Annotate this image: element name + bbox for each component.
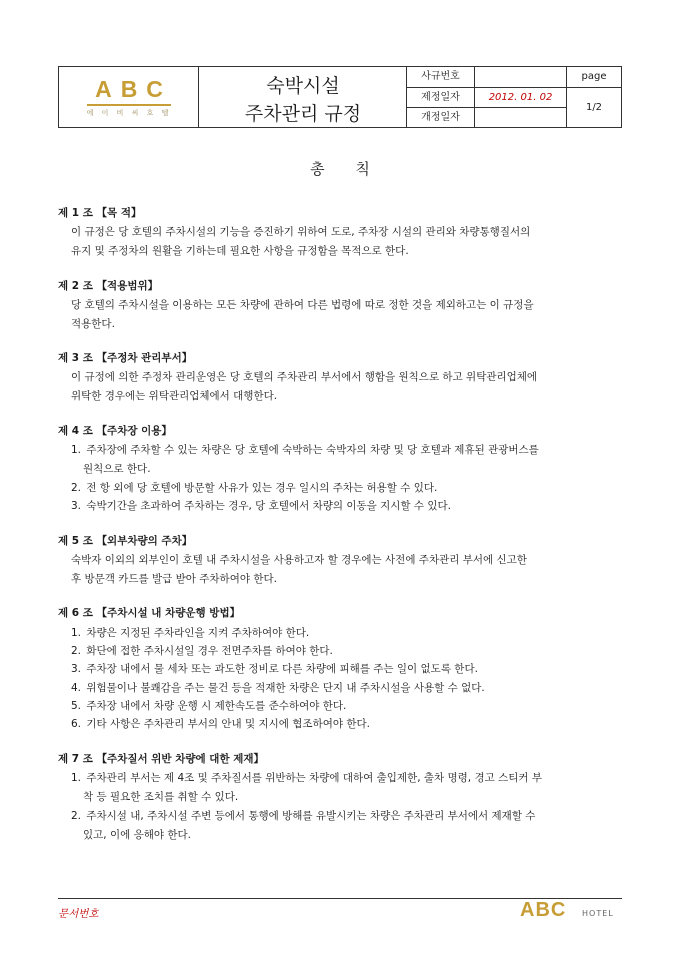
logo-underline xyxy=(87,104,171,106)
item-text: 위험물이나 불쾌감을 주는 물건 등을 적재한 차량은 단지 내 주차시설을 사용할 수 없다. xyxy=(86,682,485,694)
item-text: 화단에 접한 주차시설일 경우 전면주차를 하여야 한다. xyxy=(86,645,333,657)
rule-number-label: 사규번호 xyxy=(407,67,475,87)
document-number-label: 문서번호 xyxy=(58,908,99,920)
item-text: 주차장에 주차할 수 있는 차량은 당 호텔에 숙박하는 숙박자의 차량 및 당 호텔과 제휴된 관광버스를 xyxy=(86,444,539,456)
list-item xyxy=(71,716,370,731)
article-5-title: 제 5 조 【외부차량의 주차】 xyxy=(58,535,193,547)
item-text: 전 항 외에 당 호텔에 방문할 사유가 있는 경우 일시의 주차는 허용할 수 있다. xyxy=(86,482,438,494)
article-6-title: 제 6 조 【주차시설 내 차량운행 방법】 xyxy=(58,607,241,619)
document-title xyxy=(199,67,407,127)
article-5-line: 후 방문객 카드를 발급 받아 주차하여야 한다. xyxy=(71,573,277,585)
item-text: 주차시설 내, 주차시설 주변 등에서 통행에 방해를 유발시키는 차량은 주차관리 부서에서 제재할 수 xyxy=(86,810,536,822)
item-number: 1. xyxy=(71,627,82,639)
article-3-line: 위탁한 경우에는 위탁관리업체에서 대행한다. xyxy=(71,390,278,402)
article-5-line: 숙박자 이외의 외부인이 호텔 내 주차시설을 사용하고자 할 경우에는 사전에 주차관리 부서에 신고한 xyxy=(71,554,527,566)
list-item xyxy=(71,661,478,676)
logo-text: ABC xyxy=(95,76,172,102)
item-number: 2. xyxy=(71,482,82,494)
item-number: 6. xyxy=(71,718,82,730)
article-3-line: 이 규정에 의한 주정차 관리운영은 당 호텔의 주차관리 부서에서 행함을 원칙으로 하고 위탁관리업체에 xyxy=(71,371,538,383)
item-continuation: 있고, 이에 응해야 한다. xyxy=(83,829,191,841)
list-item xyxy=(71,498,451,513)
article-1-line: 이 규정은 당 호텔의 주차시설의 기능을 증진하기 위하여 도로, 주차장 시설의 관리와 차량통행질서의 xyxy=(71,226,531,238)
list-item xyxy=(71,698,346,713)
item-continuation: 착 등 필요한 조치를 취할 수 있다. xyxy=(83,791,239,803)
article-2-title: 제 2 조 【적용범위】 xyxy=(58,280,159,292)
item-number: 3. xyxy=(71,500,82,512)
article-1-title: 제 1 조 【목 적】 xyxy=(58,207,142,219)
article-4-title: 제 4 조 【주차장 이용】 xyxy=(58,425,172,437)
enact-date-label: 제정일자 xyxy=(407,87,475,107)
list-item xyxy=(71,680,485,695)
revise-date-value xyxy=(475,107,567,127)
item-number: 4. xyxy=(71,682,82,694)
list-item xyxy=(71,808,535,823)
item-number: 1. xyxy=(71,772,82,784)
article-7-title: 제 7 조 【주차질서 위반 차량에 대한 제재】 xyxy=(58,753,265,765)
item-text: 주차관리 부서는 제 4조 및 주차질서를 위반하는 차량에 대하여 출입제한, 출차 명령, 경고 스티커 부 xyxy=(86,772,543,784)
item-number: 5. xyxy=(71,700,82,712)
logo-block xyxy=(59,67,199,127)
revise-date-label: 개정일자 xyxy=(407,107,475,127)
item-text: 차량은 지정된 주차라인을 지켜 주차하여야 한다. xyxy=(86,627,310,639)
item-text: 기타 사항은 주차관리 부서의 안내 및 지시에 협조하여야 한다. xyxy=(86,718,370,730)
list-item xyxy=(71,442,539,457)
list-item xyxy=(71,643,333,658)
item-number: 2. xyxy=(71,810,82,822)
list-item xyxy=(71,480,437,495)
title-line-1: 숙박시설 xyxy=(266,75,340,97)
footer-logo-hotel: HOTEL xyxy=(582,909,614,918)
enact-date-value: 2012. 01. 02 xyxy=(475,87,567,107)
article-3-title: 제 3 조 【주정차 관리부서】 xyxy=(58,352,193,364)
list-item xyxy=(71,770,542,785)
item-text: 주차장 내에서 물 세차 또는 과도한 정비로 다른 차량에 피해를 주는 일이 없도록 한다. xyxy=(86,663,478,675)
section-heading: 총 칙 xyxy=(310,160,370,178)
footer-logo: ABC xyxy=(520,899,567,921)
article-2-line: 당 호텔의 주차시설을 이용하는 모든 차량에 관하여 다른 법령에 따로 정한 것을 제외하고는 이 규정을 xyxy=(71,299,534,311)
title-line-2: 주차관리 규정 xyxy=(244,103,362,125)
article-2-line: 적용한다. xyxy=(71,318,115,330)
item-number: 1. xyxy=(71,444,82,456)
rule-number-value xyxy=(475,67,567,87)
item-continuation: 원칙으로 한다. xyxy=(83,463,151,475)
article-1-line: 유지 및 주정차의 원활을 기하는데 필요한 사항을 규정함을 목적으로 한다. xyxy=(71,245,409,257)
list-item xyxy=(71,625,309,640)
logo-subtitle: 에 이 비 씨 호 텔 xyxy=(86,109,172,117)
page-label: page xyxy=(581,71,607,82)
item-text: 숙박기간을 초과하여 주차하는 경우, 당 호텔에서 차량의 이동을 지시할 수 있다. xyxy=(86,500,451,512)
item-number: 3. xyxy=(71,663,82,675)
item-number: 2. xyxy=(71,645,82,657)
header-table xyxy=(58,66,622,128)
page-number: 1/2 xyxy=(567,87,621,127)
item-text: 주차장 내에서 차량 운행 시 제한속도를 준수하여야 한다. xyxy=(86,700,347,712)
